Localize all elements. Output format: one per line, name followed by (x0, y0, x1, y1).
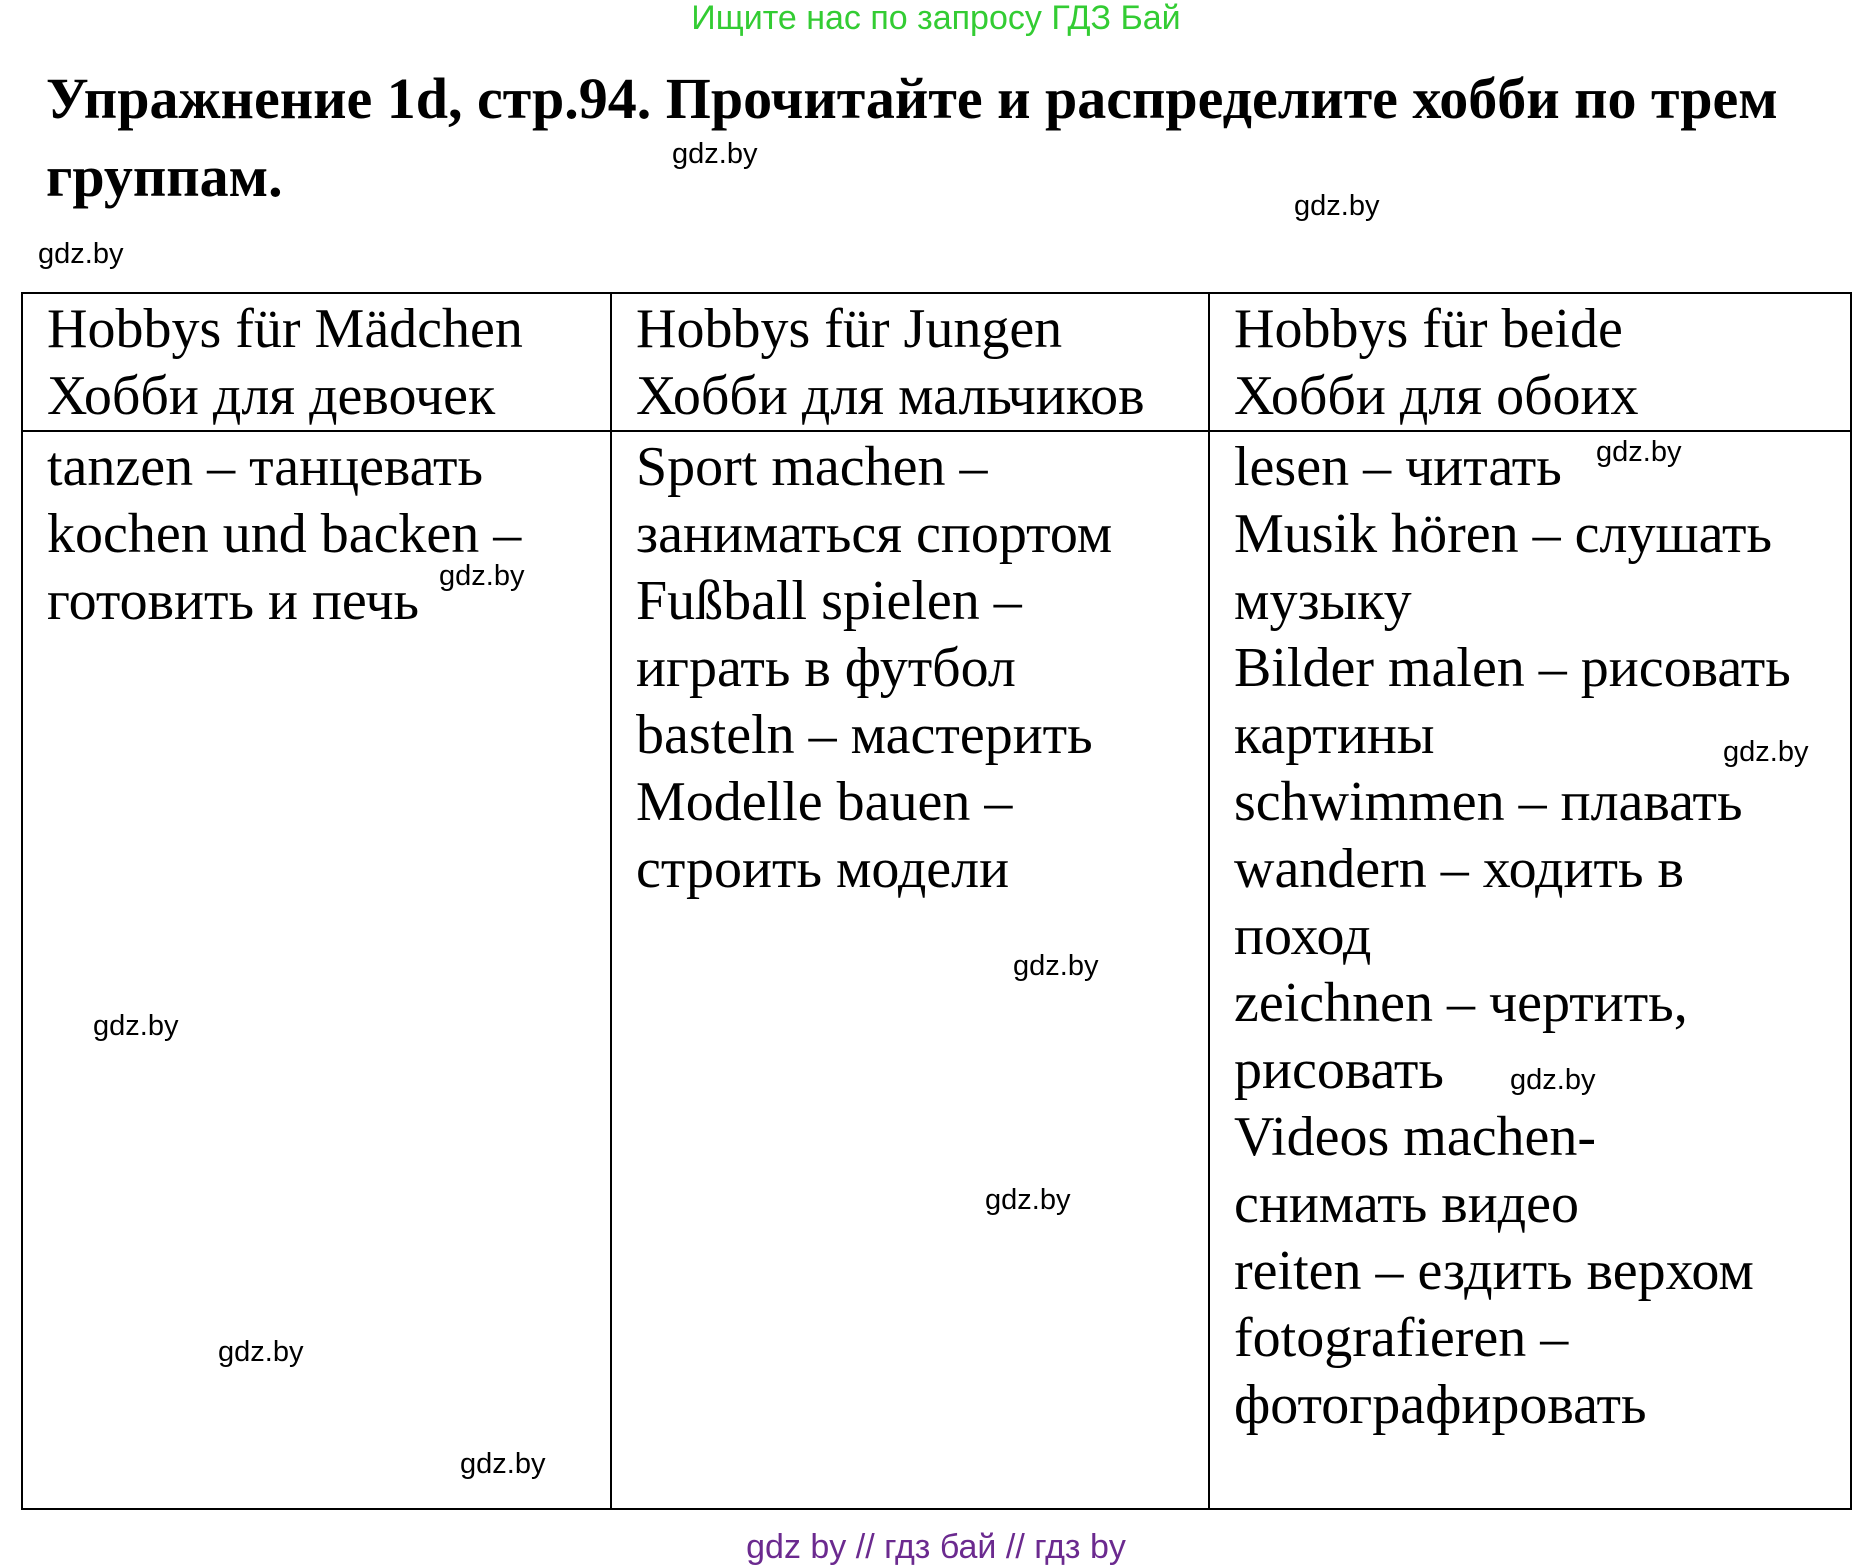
hobby-table (21, 292, 1852, 1510)
girls-hobby-line: tanzen – танцевать (47, 436, 484, 498)
both-hobby-line: музыку (1234, 570, 1412, 632)
header-boys-de: Hobbys für Jungen (636, 298, 1063, 360)
header-girls (22, 293, 611, 431)
boys-hobby-line: basteln – мастерить (636, 704, 1093, 766)
both-hobby-line: поход (1234, 905, 1372, 967)
watermark: gdz.by (218, 1336, 304, 1368)
header-both-ru: Хобби для обоих (1234, 365, 1639, 427)
both-hobby-line: Videos machen- (1234, 1106, 1597, 1168)
both-hobbies-cell (1209, 431, 1851, 1509)
both-hobby-line: zeichnen – чертить, (1234, 972, 1688, 1034)
watermark: gdz.by (38, 238, 124, 270)
header-both (1209, 293, 1851, 431)
girls-hobby-line: готовить и печь (47, 570, 420, 632)
both-hobby-line: reiten – ездить верхом (1234, 1240, 1754, 1302)
both-hobby-line: рисовать (1234, 1039, 1444, 1101)
watermark: gdz.by (439, 560, 525, 592)
header-boys (611, 293, 1209, 431)
top-banner[interactable]: Ищите нас по запросу ГДЗ Бай (691, 0, 1181, 37)
watermark: gdz.by (1510, 1064, 1596, 1096)
both-hobby-line: lesen – читать (1234, 436, 1562, 498)
watermark: gdz.by (985, 1184, 1071, 1216)
header-boys-ru: Хобби для мальчиков (636, 365, 1145, 427)
heading-line-2: группам. (46, 144, 283, 209)
girls-hobbies-cell (22, 431, 611, 1509)
watermark: gdz.by (93, 1010, 179, 1042)
exercise-heading (46, 60, 1836, 216)
boys-hobby-line: Modelle bauen – (636, 771, 1013, 833)
bottom-links[interactable]: gdz by // гдз бай // гдз by (746, 1528, 1126, 1566)
header-both-de: Hobbys für beide (1234, 298, 1623, 360)
watermark: gdz.by (1294, 190, 1380, 222)
girls-hobby-line: kochen und backen – (47, 503, 522, 565)
watermark: gdz.by (1723, 736, 1809, 768)
both-hobby-line: Musik hören – слушать (1234, 503, 1772, 565)
both-hobby-line: fotografieren – (1234, 1307, 1569, 1369)
header-girls-ru: Хобби для девочек (47, 365, 496, 427)
both-hobby-line: schwimmen – плавать (1234, 771, 1743, 833)
header-girls-de: Hobbys für Mädchen (47, 298, 523, 360)
boys-hobby-line: заниматься спортом (636, 503, 1113, 565)
boys-hobby-line: играть в футбол (636, 637, 1016, 699)
heading-line-1: Упражнение 1d, стр.94. Прочитайте и распределите хобби по трем (46, 66, 1778, 131)
watermark: gdz.by (1013, 950, 1099, 982)
boys-hobby-line: строить модели (636, 838, 1010, 900)
header-row (22, 293, 1851, 431)
both-hobby-line: фотографировать (1234, 1374, 1647, 1436)
watermark: gdz.by (1596, 436, 1682, 468)
boys-hobbies-cell (611, 431, 1209, 1509)
both-hobby-line: снимать видео (1234, 1173, 1580, 1235)
both-hobby-line: Bilder malen – рисовать (1234, 637, 1791, 699)
boys-hobby-line: Sport machen – (636, 436, 988, 498)
watermark: gdz.by (460, 1448, 546, 1480)
both-hobby-line: картины (1234, 704, 1435, 766)
watermark: gdz.by (672, 138, 758, 170)
boys-hobby-line: Fußball spielen – (636, 570, 1022, 632)
both-hobby-line: wandern – ходить в (1234, 838, 1684, 900)
